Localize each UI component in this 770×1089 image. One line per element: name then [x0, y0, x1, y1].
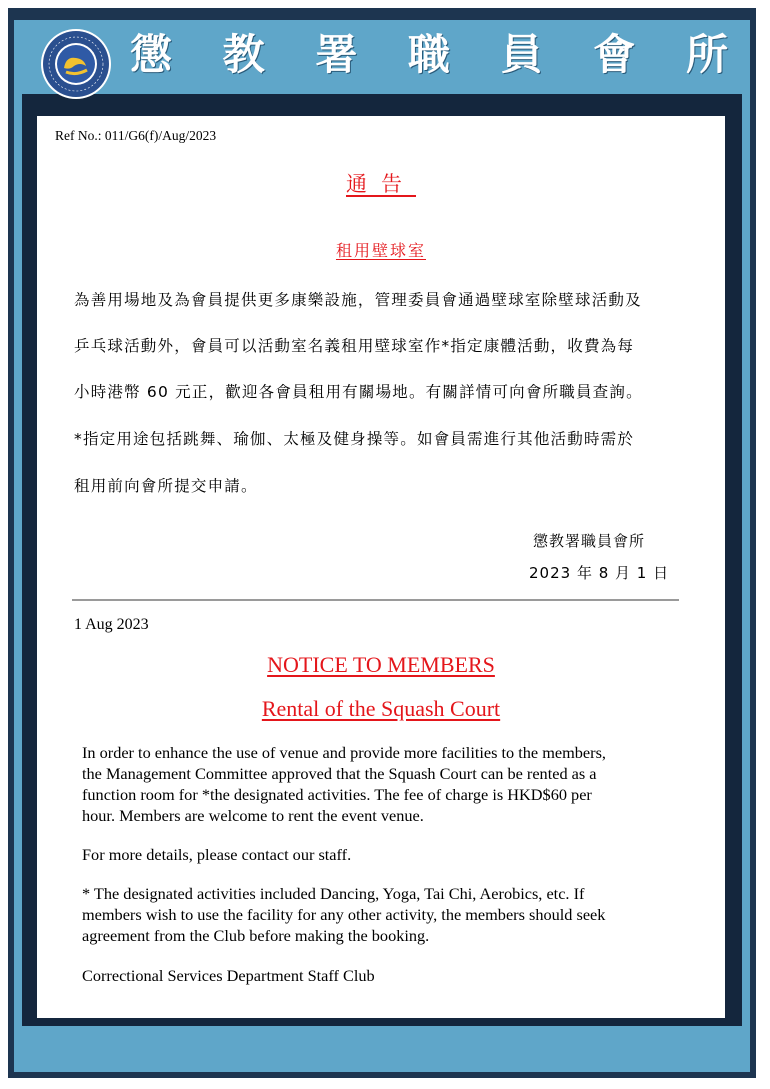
body-line-en: hour. Members are welcome to rent the event venue.: [82, 806, 424, 825]
subject-cn: 租用壁球室: [335, 241, 426, 260]
body-line-en: the Management Committee approved that the Squash Court can be rented as a: [82, 764, 597, 783]
title-char: 署: [315, 30, 360, 79]
footnote-line-en: members wish to use the facility for any other activity, the members should seek: [82, 905, 606, 924]
notice-title-en: NOTICE TO MEMBERS: [267, 652, 495, 677]
title-char: 職: [407, 30, 452, 79]
club-logo: [40, 28, 112, 100]
bottom-band: [14, 1026, 750, 1072]
section-divider: [72, 599, 679, 601]
signature-date-cn: 2023 年 8 月 1 日: [529, 564, 670, 582]
contact-line-en: For more details, please contact our staff.: [82, 845, 352, 864]
title-char: 會: [593, 30, 638, 79]
body-line-en: function room for *the designated activities. The fee of charge is HKD$60 per: [82, 785, 592, 804]
date-en: 1 Aug 2023: [74, 616, 149, 633]
body-line-cn: 為善用場地及為會員提供更多康樂設施，管理委員會通過壁球室除壁球活動及: [74, 291, 642, 309]
signature-en: Correctional Services Department Staff Club: [82, 966, 375, 985]
body-line-cn: 乒乓球活動外，會員可以活動室名義租用壁球室作*指定康體活動，收費為每: [74, 337, 635, 355]
footnote-line-en: agreement from the Club before making the booking.: [82, 926, 430, 945]
title-char: 教: [222, 30, 267, 79]
title-char: 所: [685, 30, 730, 79]
title-char: 員: [500, 30, 545, 79]
body-line-en: In order to enhance the use of venue and provide more facilities to the members,: [82, 743, 606, 762]
body-line-cn: 租用前向會所提交申請。: [74, 477, 258, 495]
club-title: [130, 22, 730, 82]
body-line-cn: 小時港幣 60 元正，歡迎各會員租用有關場地。有關詳情可向會所職員查詢。: [74, 383, 643, 401]
footnote-line-en: * The designated activities included Dancing, Yoga, Tai Chi, Aerobics, etc. If: [82, 884, 585, 903]
notice-paper: [37, 116, 725, 1018]
notice-title-cn: 通告: [346, 172, 416, 196]
body-line-cn: *指定用途包括跳舞、瑜伽、太極及健身操等。如會員需進行其他活動時需於: [74, 430, 635, 448]
signature-org-cn: 懲教署職員會所: [533, 532, 646, 550]
title-char: 懲: [130, 30, 175, 79]
subject-en: Rental of the Squash Court: [261, 696, 501, 721]
reference-number: Ref No.: 011/G6(f)/Aug/2023: [55, 128, 217, 143]
